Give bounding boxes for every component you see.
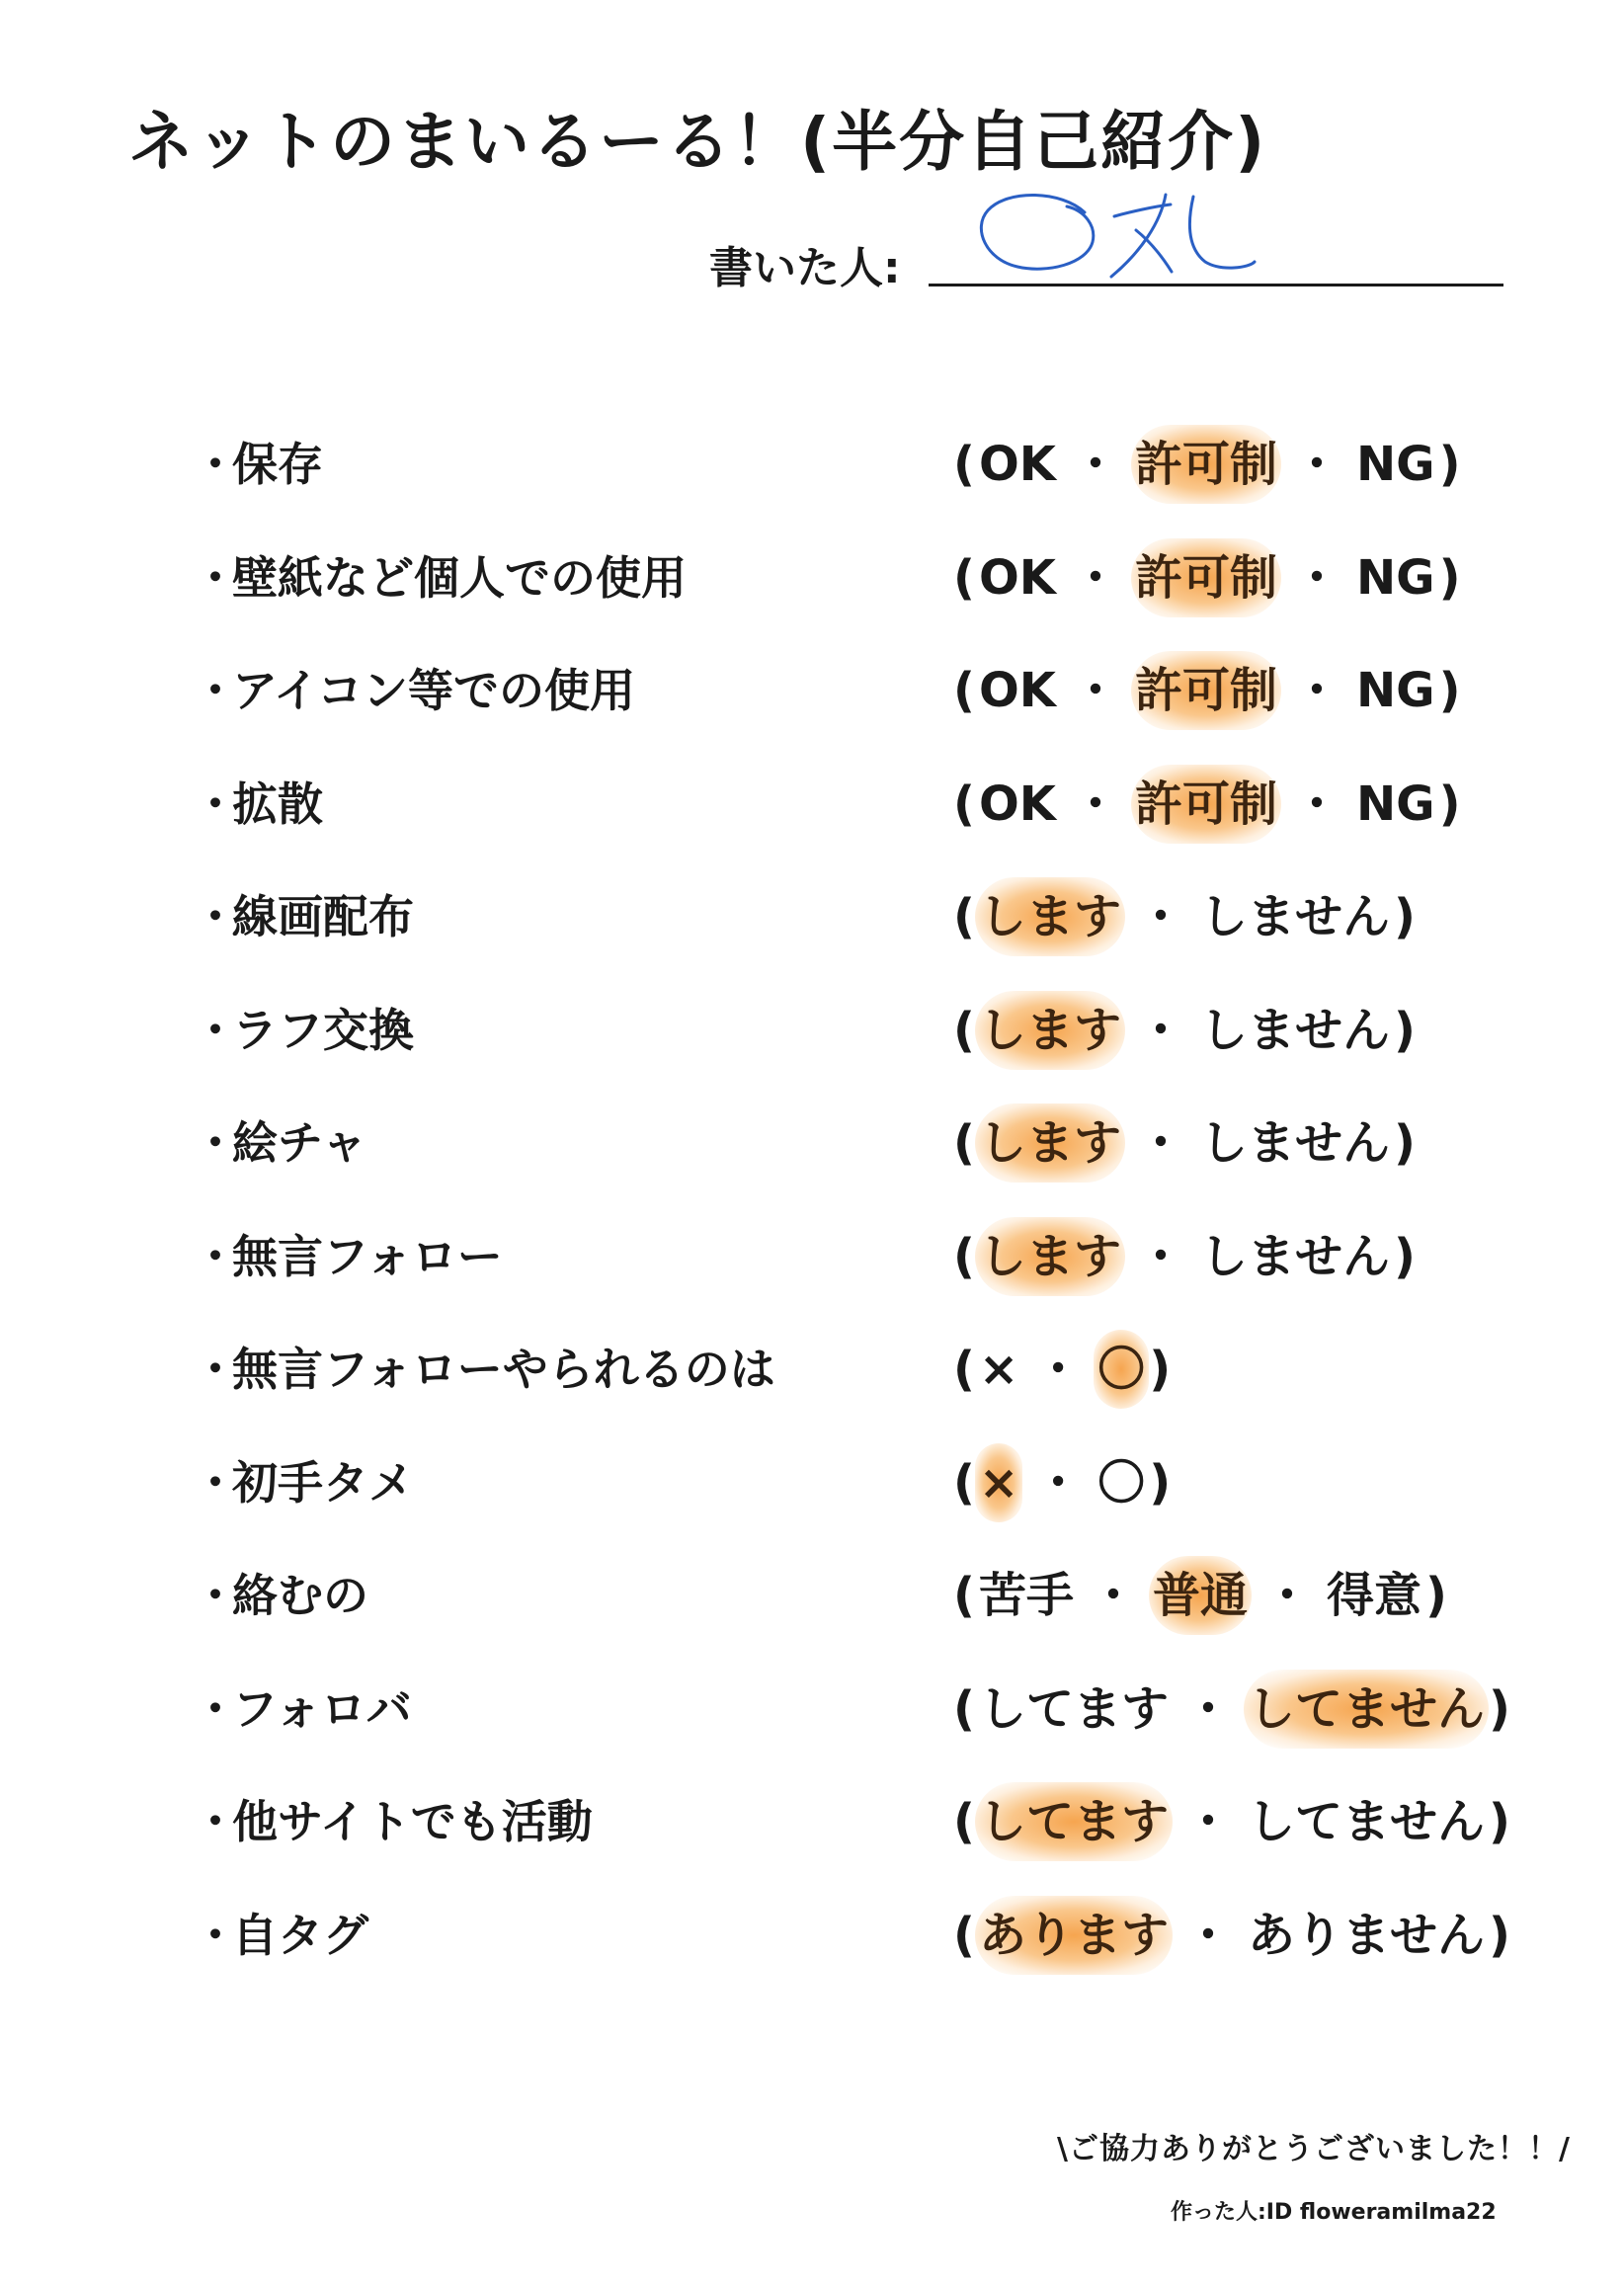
option-separator: ・ — [1071, 549, 1119, 606]
rule-options — [953, 1443, 1171, 1522]
option-selected: 〇 — [1094, 1330, 1149, 1409]
author-underline — [929, 284, 1503, 286]
rule-row — [0, 877, 1624, 991]
bullet: ・ — [193, 1569, 238, 1622]
rule-row — [0, 991, 1624, 1104]
option: OK — [978, 776, 1056, 832]
option-selected: × — [975, 1443, 1022, 1522]
bullet: ・ — [193, 1003, 238, 1057]
bullet: ・ — [193, 1455, 238, 1510]
option-separator: ・ — [1136, 1115, 1184, 1171]
rule-label — [193, 651, 635, 730]
handwritten-signature-icon — [968, 183, 1264, 291]
bullet: ・ — [193, 1795, 238, 1848]
paren-open: ( — [953, 776, 975, 832]
option: NG — [1355, 437, 1435, 492]
paren-open: ( — [953, 1680, 975, 1737]
rule-label — [193, 991, 414, 1070]
paren-close: ) — [1393, 1115, 1416, 1171]
footer-thanks: \ご協力ありがとうございました！！/ — [1057, 2132, 1571, 2166]
rule-row — [0, 1896, 1624, 2009]
option-selected: します — [975, 991, 1125, 1070]
option-separator: ・ — [1292, 437, 1340, 492]
rule-options — [953, 425, 1461, 504]
bullet: ・ — [193, 664, 238, 717]
rule-label-text: 保存 — [232, 438, 323, 491]
bullet: ・ — [193, 438, 238, 491]
option: OK — [978, 549, 1056, 606]
rule-label-text: 拡散 — [232, 776, 323, 831]
bullet: ・ — [193, 550, 238, 605]
option: しません — [1199, 1228, 1390, 1284]
rule-label — [193, 1103, 367, 1183]
rule-label — [193, 1330, 775, 1409]
paren-close: ) — [1488, 1680, 1510, 1737]
paren-open: ( — [953, 663, 975, 718]
rule-row — [0, 1103, 1624, 1217]
bullet: ・ — [193, 1681, 238, 1736]
paren-close: ) — [1438, 549, 1461, 606]
paren-open: ( — [953, 1002, 975, 1058]
option: してません — [1247, 1794, 1485, 1849]
rule-label — [193, 1217, 503, 1296]
option-separator: ・ — [1071, 776, 1119, 832]
page-title: ネットのまいるーる！(半分自己紹介) — [128, 104, 1267, 180]
option: NG — [1355, 776, 1435, 832]
rule-options — [953, 877, 1416, 956]
option: 得意 — [1327, 1568, 1422, 1623]
rule-options — [953, 1556, 1447, 1635]
rule-row — [0, 1782, 1624, 1896]
rule-row — [0, 425, 1624, 538]
rule-label-text: 絵チャ — [232, 1116, 367, 1170]
rule-label — [193, 877, 414, 956]
rule-label-text: 壁紙など個人での使用 — [232, 550, 687, 605]
bullet: ・ — [193, 890, 238, 943]
bullet: ・ — [193, 1908, 238, 1962]
paren-open: ( — [953, 1342, 975, 1397]
rule-label — [193, 765, 323, 844]
author-label: 書いた人: — [709, 243, 901, 293]
rule-options — [953, 651, 1461, 730]
rule-label — [193, 1670, 412, 1749]
rule-row — [0, 1556, 1624, 1670]
author-signature — [968, 183, 1264, 291]
paren-close: ) — [1149, 1342, 1172, 1397]
option: しません — [1199, 1002, 1390, 1058]
option-separator: ・ — [1136, 1002, 1184, 1058]
rule-row — [0, 651, 1624, 765]
option-separator: ・ — [1089, 1568, 1137, 1623]
paren-close: ) — [1488, 1907, 1510, 1963]
rule-label-text: 他サイトでも活動 — [232, 1795, 593, 1848]
paren-close: ) — [1488, 1794, 1510, 1849]
option: しません — [1199, 1115, 1390, 1171]
rule-label — [193, 1443, 414, 1522]
option-selected: あります — [975, 1896, 1173, 1975]
paren-open: ( — [953, 1794, 975, 1849]
option-selected: 許可制 — [1131, 765, 1281, 844]
option-separator: ・ — [1136, 1228, 1184, 1284]
paren-open: ( — [953, 1907, 975, 1963]
rule-row — [0, 1670, 1624, 1783]
option-selected: 許可制 — [1131, 425, 1281, 504]
rule-row — [0, 1330, 1624, 1443]
option-separator: ・ — [1292, 776, 1340, 832]
rule-label — [193, 425, 323, 504]
paren-close: ) — [1393, 1228, 1416, 1284]
option-separator: ・ — [1292, 549, 1340, 606]
rule-label — [193, 1896, 368, 1975]
bullet: ・ — [193, 1229, 238, 1283]
rule-options — [953, 991, 1416, 1070]
option-separator: ・ — [1071, 663, 1119, 718]
option-selected: してません — [1244, 1670, 1489, 1749]
option: ありません — [1247, 1907, 1485, 1963]
option-separator: ・ — [1183, 1680, 1232, 1737]
option: × — [978, 1342, 1019, 1397]
bullet: ・ — [193, 1343, 238, 1396]
paren-close: ) — [1425, 1568, 1447, 1623]
paren-close: ) — [1393, 889, 1416, 944]
option-separator: ・ — [1292, 663, 1340, 718]
paren-close: ) — [1438, 437, 1461, 492]
option: してます — [978, 1680, 1169, 1737]
rule-label-text: 無言フォローやられるのは — [232, 1343, 775, 1396]
rule-row — [0, 1443, 1624, 1557]
option-selected: してます — [975, 1782, 1173, 1861]
option: OK — [978, 437, 1056, 492]
paren-close: ) — [1438, 776, 1461, 832]
option: NG — [1355, 663, 1435, 718]
paren-close: ) — [1438, 663, 1461, 718]
option-separator: ・ — [1034, 1454, 1083, 1511]
bullet: ・ — [193, 1116, 238, 1170]
paren-close: ) — [1393, 1002, 1416, 1058]
rule-options — [953, 1217, 1416, 1296]
rule-options — [953, 765, 1461, 844]
paren-open: ( — [953, 437, 975, 492]
option-selected: します — [975, 1217, 1125, 1296]
rule-options — [953, 538, 1461, 617]
rule-label-text: ラフ交換 — [232, 1003, 414, 1057]
rule-options — [953, 1103, 1416, 1183]
rule-label-text: 自タグ — [232, 1908, 368, 1962]
rule-label-text: 初手タメ — [232, 1455, 414, 1510]
rule-label-text: 線画配布 — [232, 890, 414, 943]
rule-label-text: フォロバ — [232, 1681, 412, 1736]
paren-open: ( — [953, 889, 975, 944]
option-separator: ・ — [1183, 1907, 1232, 1963]
option: 苦手 — [978, 1568, 1074, 1623]
paren-open: ( — [953, 1228, 975, 1284]
rules-list — [0, 425, 1624, 2008]
option: 〇 — [1097, 1454, 1146, 1511]
option-selected: 許可制 — [1131, 651, 1281, 730]
rule-label — [193, 538, 687, 617]
rule-row — [0, 765, 1624, 878]
rule-label — [193, 1556, 368, 1635]
option-selected: 許可制 — [1131, 538, 1281, 617]
option: NG — [1355, 549, 1435, 606]
footer-maker: 作った人:ID floweramilma22 — [1171, 2200, 1497, 2225]
paren-close: ) — [1149, 1454, 1172, 1511]
option-separator: ・ — [1071, 437, 1119, 492]
rule-label — [193, 1782, 593, 1861]
option-selected: 普通 — [1149, 1556, 1252, 1635]
bullet: ・ — [193, 776, 238, 831]
option: しません — [1199, 889, 1390, 944]
author-row — [709, 212, 1500, 291]
option-selected: します — [975, 1103, 1125, 1183]
rule-options — [953, 1670, 1510, 1749]
rule-row — [0, 1217, 1624, 1331]
option-separator: ・ — [1136, 889, 1184, 944]
paren-open: ( — [953, 1115, 975, 1171]
option-separator: ・ — [1034, 1342, 1083, 1397]
rule-options — [953, 1896, 1510, 1975]
option: OK — [978, 663, 1056, 718]
option-selected: します — [975, 877, 1125, 956]
rule-options — [953, 1782, 1510, 1861]
paren-open: ( — [953, 1454, 975, 1511]
paren-open: ( — [953, 1568, 975, 1623]
rule-label-text: 無言フォロー — [232, 1229, 503, 1283]
rule-options — [953, 1330, 1171, 1409]
paren-open: ( — [953, 549, 975, 606]
rule-row — [0, 538, 1624, 652]
rule-label-text: 絡むの — [232, 1569, 368, 1622]
option-separator: ・ — [1262, 1568, 1311, 1623]
rule-label-text: アイコン等での使用 — [232, 664, 636, 717]
option-separator: ・ — [1183, 1794, 1232, 1849]
